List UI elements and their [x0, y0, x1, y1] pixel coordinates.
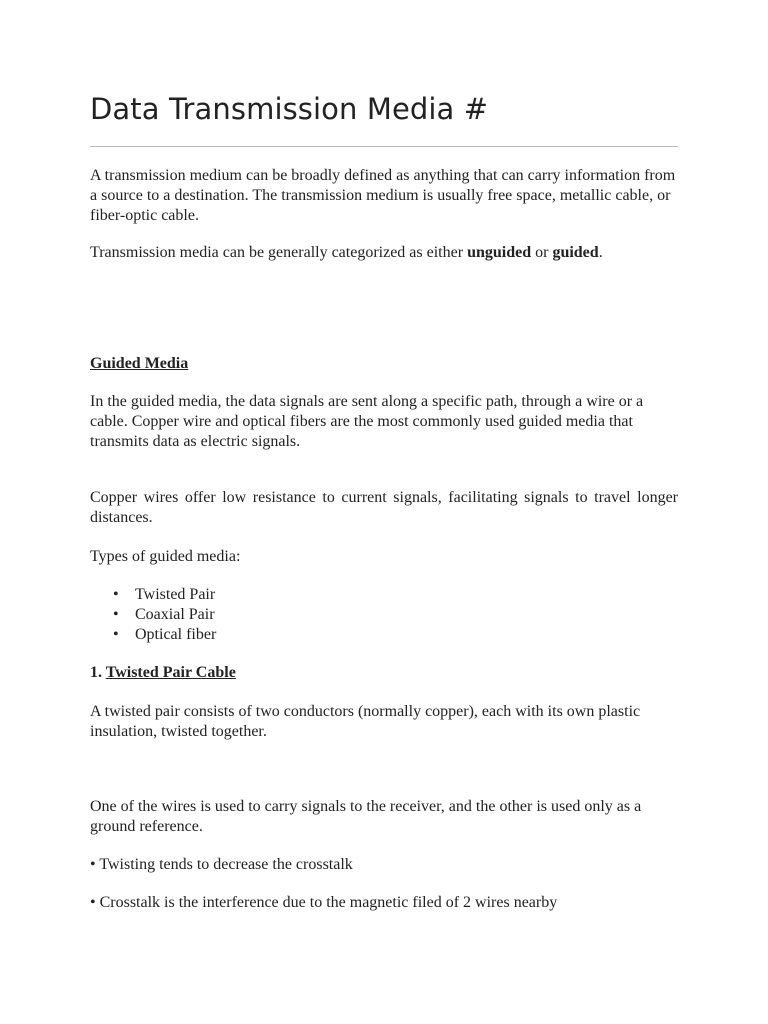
- categories-paragraph: [90, 243, 678, 263]
- bullet-icon: •: [113, 586, 119, 603]
- section-number: 1.: [90, 664, 106, 681]
- types-label: Types of guided media:: [90, 548, 241, 565]
- categories-end: .: [598, 244, 603, 261]
- list-item: [90, 625, 216, 645]
- list-item-label: Twisted Pair: [135, 586, 216, 603]
- intro-paragraph: A transmission medium can be broadly defined as anything that can carry information from a source to a destination. The transmission medium is usually free space, metallic cable, or fiber-optic cable.: [90, 167, 676, 224]
- twisted-pair-heading-text: Twisted Pair Cable: [105, 664, 236, 681]
- categories-or: or: [531, 244, 553, 261]
- unguided-term: unguided: [467, 244, 532, 261]
- guided-media-paragraph: In the guided media, the data signals are sent along a specific path, through a wire or a cable. Copper wire and optical fibers are the most commonly used guided media that transmits data as electric signals.: [90, 393, 644, 450]
- guided-term: guided: [552, 244, 599, 261]
- list-item: [90, 585, 216, 605]
- bullet-icon: •: [113, 626, 119, 643]
- list-item-label: Coaxial Pair: [135, 606, 215, 623]
- list-item-label: Optical fiber: [135, 626, 217, 643]
- twisted-pair-heading: [90, 663, 678, 683]
- crosstalk-point-2: • Crosstalk is the interference due to the magnetic filed of 2 wires nearby: [90, 894, 558, 911]
- bullet-icon: •: [113, 606, 119, 623]
- twisted-pair-paragraph: A twisted pair consists of two conductors (normally copper), each with its own plastic insulation, twisted together.: [90, 703, 641, 740]
- guided-media-heading-text: Guided Media: [90, 355, 189, 372]
- title-divider: [90, 146, 678, 147]
- copper-wires-paragraph: Copper wires offer low resistance to current signals, facilitating signals to travel longer distances.: [90, 489, 678, 526]
- wires-usage-paragraph: One of the wires is used to carry signals to the receiver, and the other is used only as a ground reference.: [90, 798, 642, 835]
- categories-text: Transmission media can be generally categorized as either: [90, 244, 468, 261]
- list-item: [90, 605, 216, 625]
- page-title: Data Transmission Media #: [90, 92, 489, 126]
- guided-media-heading: [90, 354, 678, 374]
- crosstalk-point-1: • Twisting tends to decrease the crosstalk: [90, 856, 353, 873]
- guided-types-list: [90, 585, 216, 645]
